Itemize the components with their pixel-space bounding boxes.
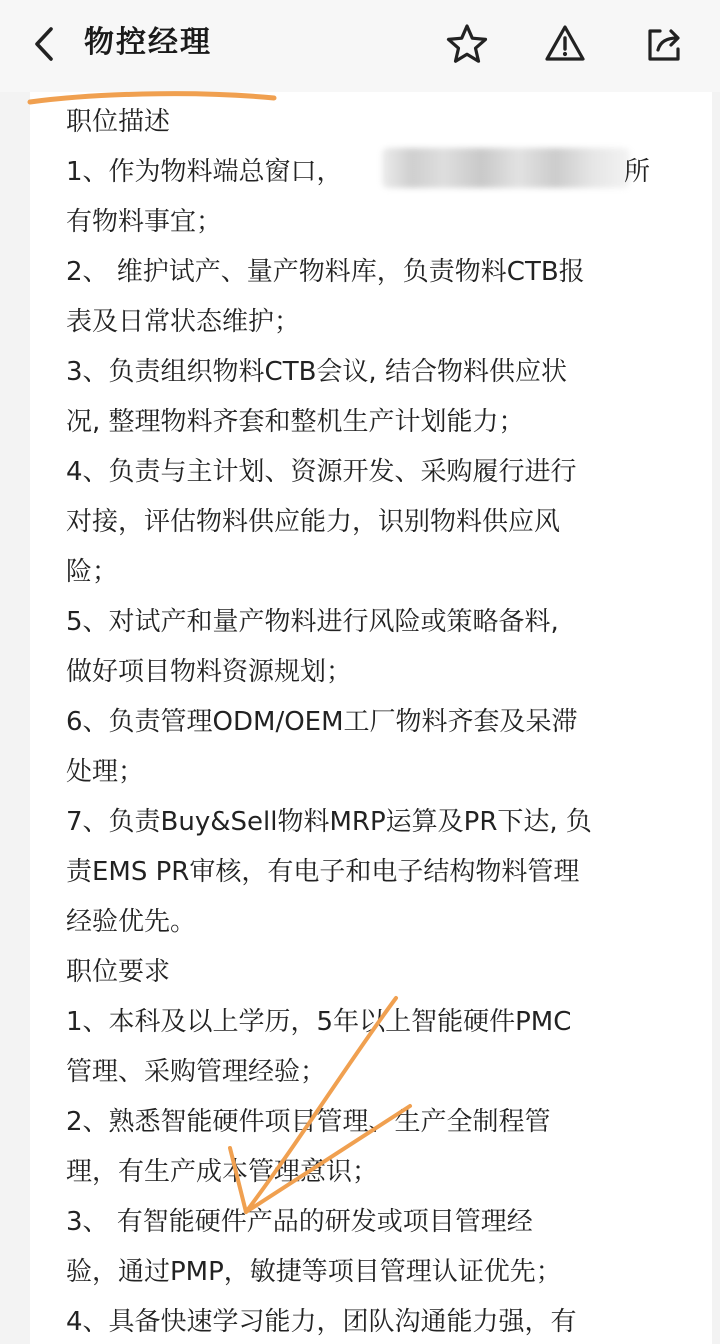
text-line: 验，通过PMP，敏捷等项目管理认证优先；: [66, 1257, 562, 1287]
text-line: 有物料事宜；: [66, 207, 223, 237]
page-title: 物控经理: [84, 25, 212, 60]
text-line: 对接，评估物料供应能力，识别物料供应风: [66, 507, 561, 537]
text-line: 况, 整理物料齐套和整机生产计划能力；: [66, 407, 525, 437]
text-line: 经验优先。: [66, 907, 197, 937]
chevron-left-icon: [31, 25, 57, 63]
text-line: 3、负责组织物料CTB会议, 结合物料供应状: [66, 357, 567, 387]
text-line: 做好项目物料资源规划；: [66, 657, 353, 687]
redacted-text: [382, 148, 630, 188]
text-line: 理，有生产成本管理意识；: [66, 1157, 379, 1187]
share-button[interactable]: [640, 20, 688, 68]
text-line: 险；: [66, 557, 119, 587]
top-bar: [0, 0, 720, 92]
text-line: 2、熟悉智能硬件项目管理、生产全制程管: [66, 1107, 551, 1137]
text-line: 4、负责与主计划、资源开发、采购履行进行: [66, 457, 577, 487]
text-line: 3、 有智能硬件产品的研发或项目管理经: [66, 1207, 533, 1237]
star-icon: [445, 22, 489, 66]
report-button[interactable]: [541, 20, 589, 68]
back-button[interactable]: [22, 18, 66, 70]
text-line: 1、作为物料端总窗口，: [66, 157, 343, 187]
text-line: 2、 维护试产、量产物料库，负责物料CTB报: [66, 257, 585, 287]
text-line: 处理；: [66, 757, 145, 787]
favorite-button[interactable]: [443, 20, 491, 68]
text-line: 6、负责管理ODM/OEM工厂物料齐套及呆滞: [66, 707, 578, 737]
warning-icon: [543, 22, 587, 66]
section-heading-requirements: 职位要求: [66, 957, 171, 987]
text-line: 管理、采购管理经验；: [66, 1057, 327, 1087]
text-line: 责EMS PR审核，有电子和电子结构物料管理: [66, 857, 580, 887]
section-heading-description: 职位描述: [66, 107, 171, 137]
text-line: 4、具备快速学习能力，团队沟通能力强，有: [66, 1307, 577, 1337]
text-line: 1、本科及以上学历，5年以上智能硬件PMC: [66, 1007, 572, 1037]
text-line: 表及日常状态维护；: [66, 307, 301, 337]
job-description-card: [30, 92, 712, 1344]
text-line: 7、负责Buy&Sell物料MRP运算及PR下达, 负: [66, 807, 592, 837]
text-line: 5、对试产和量产物料进行风险或策略备料,: [66, 607, 559, 637]
share-icon: [642, 22, 686, 66]
text-line: 所: [624, 157, 651, 187]
